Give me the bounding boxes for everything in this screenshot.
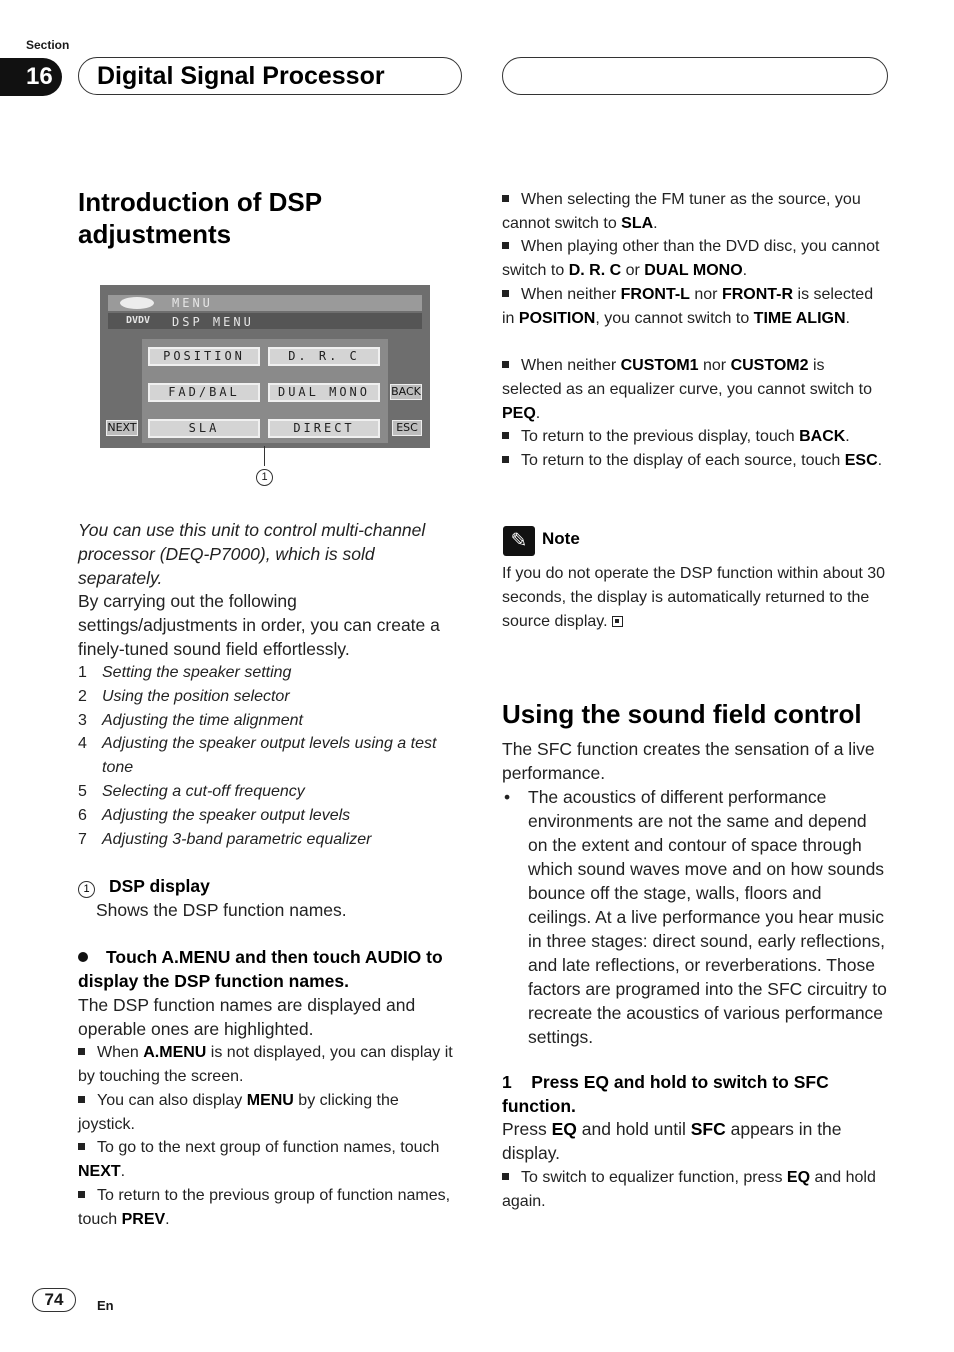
back-button[interactable]: BACK — [391, 385, 421, 398]
fad-bal-button[interactable]: FAD/BAL — [148, 383, 260, 402]
esc-button[interactable]: ESC — [392, 420, 422, 436]
sfc-bullet: • The acoustics of different performance environments are not the same and depend on the extent and contour of space through which sound waves move and on how sounds bounce off the stage, walls, floors and ceilings. At a live performance you hear music in three stages: direct sound, early reflections, and late reflections, or reverberations. Those factors are programed into the SFC circuitry to recreate the acoustics of various performance settings. — [504, 787, 887, 1047]
list-item: To switch to equalizer function, press EQ and hold again. — [502, 1169, 876, 1210]
section-title: Digital Signal Processor — [78, 57, 462, 95]
list-item: 7 Adjusting 3-band parametric equalizer — [78, 830, 372, 848]
header-empty-box — [502, 57, 888, 95]
list-item: 4 Adjusting the speaker output levels using a test tone — [78, 735, 437, 777]
note-pencil-icon: ✎ — [503, 526, 535, 556]
callout-item-title: 1 DSP display — [78, 874, 458, 898]
list-item: To return to the previous group of function names, touch PREV. — [78, 1187, 451, 1228]
language-label: En — [97, 1298, 114, 1313]
instruction-body: The DSP function names are displayed and operable ones are highlighted. — [78, 995, 416, 1039]
list-item: 5 Selecting a cut-off frequency — [78, 782, 305, 800]
list-item: You can also display MENU by clicking the joystick. — [78, 1092, 399, 1133]
menu-bar — [108, 295, 422, 311]
step1-body: Press EQ and hold until SFC appears in the display. — [502, 1119, 842, 1163]
list-item: 6 Adjusting the speaker output levels — [78, 806, 351, 824]
dual-mono-button[interactable]: DUAL MONO — [268, 383, 380, 402]
bullet-dot-icon: • — [504, 787, 511, 807]
list-item: To return to the previous display, touch BACK. — [502, 425, 888, 449]
direct-button[interactable]: DIRECT — [268, 419, 380, 438]
dsp-menu-bar — [108, 313, 422, 329]
list-item: When neither FRONT-L nor FRONT-R is selected in POSITION, you cannot switch to TIME ALIGN. — [502, 286, 874, 327]
position-button[interactable]: POSITION — [148, 347, 260, 366]
square-bullet-icon — [502, 432, 509, 439]
square-bullet-icon — [78, 1191, 85, 1198]
square-bullet-icon — [502, 195, 509, 202]
list-item: To return to the display of each source, touch ESC. — [502, 449, 888, 473]
list-item: When A.MENU is not displayed, you can display it by touching the screen. — [78, 1044, 453, 1085]
square-bullet-icon — [502, 242, 509, 249]
note-label: Note — [542, 529, 580, 548]
dsp-menu-label: DSP MENU — [172, 315, 254, 329]
intro-text: By carrying out the following settings/adjustments in order, you can create a finely-tuned sound field effortlessly. — [78, 591, 440, 659]
sla-button[interactable]: SLA — [148, 419, 260, 438]
logo-text: DVDV — [126, 315, 151, 326]
square-bullet-icon — [502, 361, 509, 368]
dsp-display-screenshot — [100, 285, 430, 448]
list-item: 1 Setting the speaker setting — [78, 664, 292, 681]
sfc-heading: Using the sound field control — [502, 699, 862, 729]
square-bullet-icon — [78, 1048, 85, 1055]
bullet-dot-icon — [78, 952, 88, 962]
next-button[interactable]: NEXT — [107, 421, 137, 434]
square-bullet-icon — [78, 1096, 85, 1103]
callout-marker: 1 — [256, 469, 273, 486]
intro-italic: You can use this unit to control multi-channel processor (DEQ-P7000), which is sold separately. — [78, 520, 426, 588]
end-mark-icon — [612, 616, 623, 627]
callout-item-desc: Shows the DSP function names. — [96, 900, 347, 920]
square-bullet-icon — [78, 1143, 85, 1150]
list-item: When playing other than the DVD disc, you cannot switch to D. R. C or DUAL MONO. — [502, 238, 880, 279]
section-number-badge: 16 — [0, 58, 62, 96]
section-label: Section — [26, 38, 70, 52]
sfc-intro: The SFC function creates the sensation of a live performance. — [502, 739, 875, 783]
list-item: When neither CUSTOM1 nor CUSTOM2 is selected as an equalizer curve, you cannot switch to PEQ. — [502, 357, 872, 422]
note-text: If you do not operate the DSP function within about 30 seconds, the display is automatically returned to the source display. — [502, 565, 886, 630]
instruction-title: Touch A.MENU and then touch AUDIO to display the DSP function names. — [78, 947, 443, 991]
square-bullet-icon — [502, 456, 509, 463]
steps-list — [78, 661, 458, 851]
list-item: To go to the next group of function names, touch NEXT. — [78, 1139, 440, 1180]
list-item: 3 Adjusting the time alignment — [78, 711, 303, 729]
square-bullet-icon — [502, 1173, 509, 1180]
list-item: 2 Using the position selector — [78, 687, 290, 705]
drc-button[interactable]: D. R. C — [268, 347, 380, 366]
callout-line — [264, 446, 265, 466]
dvd-logo-icon — [120, 297, 154, 309]
square-bullet-icon — [502, 290, 509, 297]
page-number: 74 — [32, 1288, 76, 1312]
list-item: When selecting the FM tuner as the source, you cannot switch to SLA. — [502, 191, 861, 232]
step1-title: 1 Press EQ and hold to switch to SFC function. — [502, 1072, 829, 1116]
intro-heading: Introduction of DSP adjustments — [78, 187, 322, 249]
menu-label: MENU — [172, 296, 213, 310]
